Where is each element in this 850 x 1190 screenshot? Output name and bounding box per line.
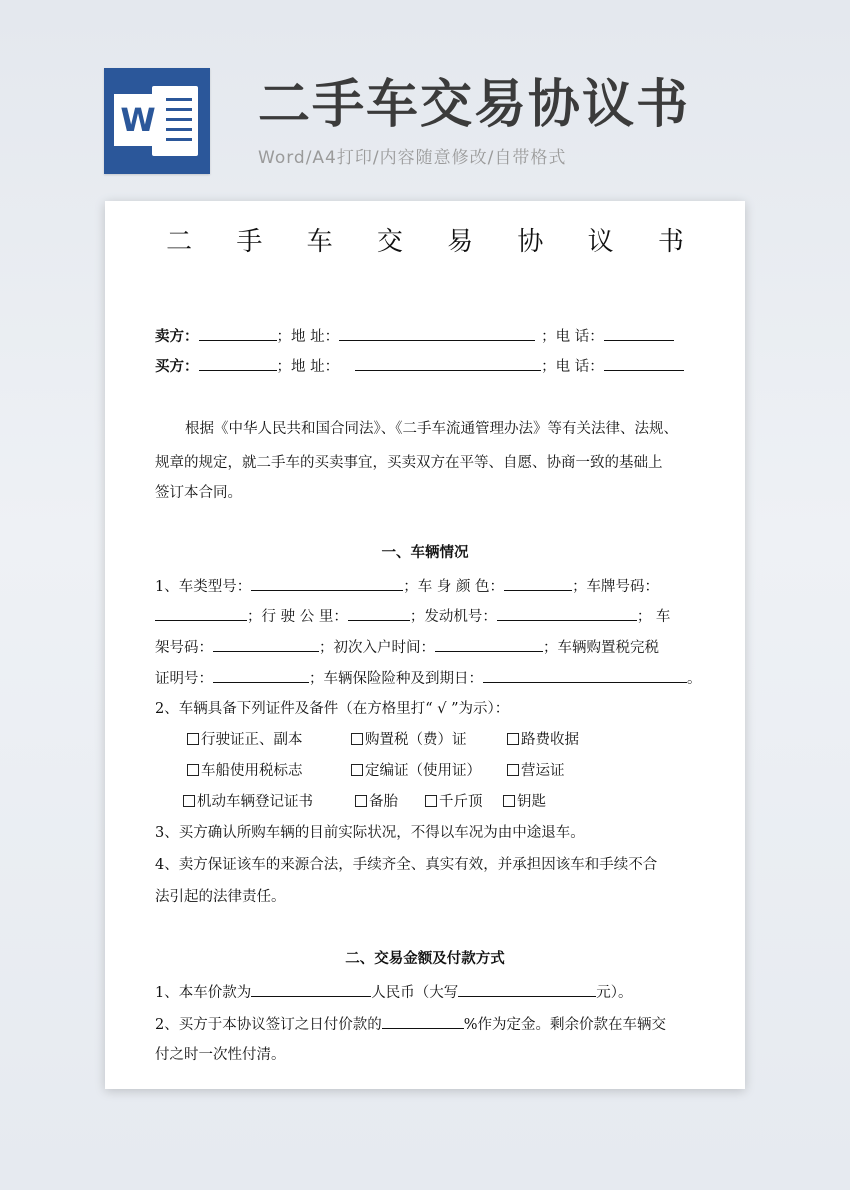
price-field[interactable] bbox=[251, 979, 371, 997]
intro-line-3: 签订本合同。 bbox=[155, 485, 242, 501]
price-uppercase-field[interactable] bbox=[458, 979, 596, 997]
checkbox-jack[interactable] bbox=[425, 790, 483, 814]
document-page bbox=[105, 201, 745, 1089]
checkbox-driving-license[interactable] bbox=[187, 728, 303, 752]
car-color-label: ；车 身 颜 色： bbox=[403, 579, 505, 595]
checkbox-registration-cert[interactable] bbox=[183, 790, 313, 814]
plate-field[interactable] bbox=[155, 603, 247, 621]
first-reg-field[interactable] bbox=[435, 634, 543, 652]
page-title: 二手车交易协议书 bbox=[258, 75, 691, 135]
clause-3: 3、买方确认所购车辆的目前实际状况，不得以车况为由中途退车。 bbox=[155, 825, 585, 841]
clause-4-line-2: 法引起的法律责任。 bbox=[155, 889, 286, 905]
word-letter: W bbox=[114, 94, 162, 146]
checkbox-label: 备胎 bbox=[369, 794, 398, 810]
checkbox-label: 钥匙 bbox=[517, 794, 546, 810]
checkbox-toll-receipt[interactable] bbox=[507, 728, 579, 752]
engine-label: ；发动机号： bbox=[409, 609, 497, 625]
word-logo-icon bbox=[104, 68, 210, 174]
buyer-phone-label: ；电 话： bbox=[541, 359, 604, 375]
deposit-rest-label: %作为定金。剩余价款在车辆交 bbox=[463, 1017, 667, 1033]
documents-intro: 2、车辆具备下列证件及备件（在方格里打“ √ ”为示）： bbox=[155, 701, 510, 717]
price-rmb-label: 人民币（大写 bbox=[371, 985, 459, 1001]
price-end-label: 元）。 bbox=[596, 985, 633, 1001]
seller-label: 卖方： bbox=[155, 328, 199, 345]
tax-cert-label-start: ；车辆购置税完税 bbox=[543, 640, 659, 656]
car-model-label: 1、车类型号： bbox=[155, 579, 252, 595]
vehicle-line-4 bbox=[155, 665, 700, 689]
checkbox-keys[interactable] bbox=[503, 790, 546, 814]
checkbox-label: 千斤顶 bbox=[439, 794, 483, 810]
vehicle-line-1 bbox=[155, 573, 700, 597]
section-1-heading: 一、车辆情况 bbox=[381, 545, 469, 561]
deposit-line-2: 付之时一次性付清。 bbox=[155, 1047, 286, 1063]
checkbox-icon bbox=[183, 795, 195, 807]
deposit-line bbox=[155, 1011, 700, 1035]
checkbox-label: 行驶证正、副本 bbox=[201, 732, 303, 748]
seller-address-field[interactable] bbox=[339, 323, 535, 341]
checkbox-purchase-tax[interactable] bbox=[351, 728, 467, 752]
tax-cert-label-end: 证明号： bbox=[155, 671, 213, 687]
first-reg-label: ；初次入户时间： bbox=[319, 640, 435, 656]
vehicle-line-3 bbox=[155, 634, 700, 658]
checkbox-seating-cert[interactable] bbox=[351, 759, 481, 783]
seller-line bbox=[155, 323, 700, 347]
checkbox-label: 车船使用税标志 bbox=[201, 763, 303, 779]
checkbox-icon bbox=[507, 764, 519, 776]
vin-field[interactable] bbox=[213, 634, 319, 652]
checkbox-icon bbox=[351, 764, 363, 776]
checkbox-icon bbox=[503, 795, 515, 807]
buyer-address-field[interactable] bbox=[355, 353, 541, 371]
page-subtitle: Word/A4打印/内容随意修改/自带格式 bbox=[258, 148, 567, 168]
price-label: 1、本车价款为 bbox=[155, 985, 252, 1001]
checkbox-spare-tire[interactable] bbox=[355, 790, 398, 814]
deposit-label: 2、买方于本协议签订之日付价款的 bbox=[155, 1017, 382, 1033]
vehicle-line-2 bbox=[155, 603, 700, 627]
checkbox-label: 路费收据 bbox=[521, 732, 579, 748]
checkbox-row-2 bbox=[155, 759, 700, 783]
buyer-name-field[interactable] bbox=[199, 353, 277, 371]
seller-name-field[interactable] bbox=[199, 323, 277, 341]
document-title: 二 手 车 交 易 协 议 书 bbox=[166, 227, 702, 257]
buyer-label: 买方： bbox=[155, 358, 199, 375]
checkbox-label: 机动车辆登记证书 bbox=[197, 794, 313, 810]
checkbox-label: 定编证（使用证） bbox=[365, 763, 481, 779]
deposit-percent-field[interactable] bbox=[382, 1011, 464, 1029]
mileage-field[interactable] bbox=[348, 603, 410, 621]
buyer-address-label: ；地 址： bbox=[276, 359, 340, 375]
checkbox-label: 购置税（费）证 bbox=[365, 732, 467, 748]
checkbox-icon bbox=[425, 795, 437, 807]
buyer-line bbox=[155, 353, 700, 377]
insurance-field[interactable] bbox=[483, 665, 687, 683]
checkbox-icon bbox=[187, 733, 199, 745]
seller-phone-label: ；电 话： bbox=[541, 329, 604, 345]
plate-label: ；车牌号码： bbox=[572, 579, 660, 595]
checkbox-icon bbox=[355, 795, 367, 807]
intro-line-2: 规章的规定，就二手车的买卖事宜，买卖双方在平等、自愿、协商一致的基础上 bbox=[155, 455, 663, 471]
price-line bbox=[155, 979, 700, 1003]
vin-label-start: ； 车 bbox=[636, 609, 671, 625]
intro-line-1: 根据《中华人民共和国合同法》、《二手车流通管理办法》等有关法律、法规、 bbox=[185, 421, 678, 437]
vehicle-line-end: 。 bbox=[687, 671, 702, 687]
section-2-heading: 二、交易金额及付款方式 bbox=[345, 951, 505, 967]
buyer-phone-field[interactable] bbox=[604, 353, 684, 371]
checkbox-row-3 bbox=[155, 790, 700, 814]
checkbox-operation-cert[interactable] bbox=[507, 759, 565, 783]
mileage-label: ；行 驶 公 里： bbox=[247, 609, 348, 625]
clause-4-line-1: 4、卖方保证该车的来源合法，手续齐全、真实有效，并承担因该车和手续不合 bbox=[155, 857, 658, 873]
car-color-field[interactable] bbox=[504, 573, 572, 591]
seller-phone-field[interactable] bbox=[604, 323, 674, 341]
vin-label-end: 架号码： bbox=[155, 640, 213, 656]
seller-address-label: ；地 址： bbox=[276, 329, 340, 345]
tax-cert-field[interactable] bbox=[213, 665, 309, 683]
engine-field[interactable] bbox=[497, 603, 637, 621]
checkbox-vehicle-tax-sign[interactable] bbox=[187, 759, 303, 783]
checkbox-icon bbox=[507, 733, 519, 745]
insurance-label: ；车辆保险险种及到期日： bbox=[309, 671, 483, 687]
checkbox-icon bbox=[187, 764, 199, 776]
car-model-field[interactable] bbox=[251, 573, 403, 591]
checkbox-label: 营运证 bbox=[521, 763, 565, 779]
checkbox-row-1 bbox=[155, 728, 700, 752]
checkbox-icon bbox=[351, 733, 363, 745]
